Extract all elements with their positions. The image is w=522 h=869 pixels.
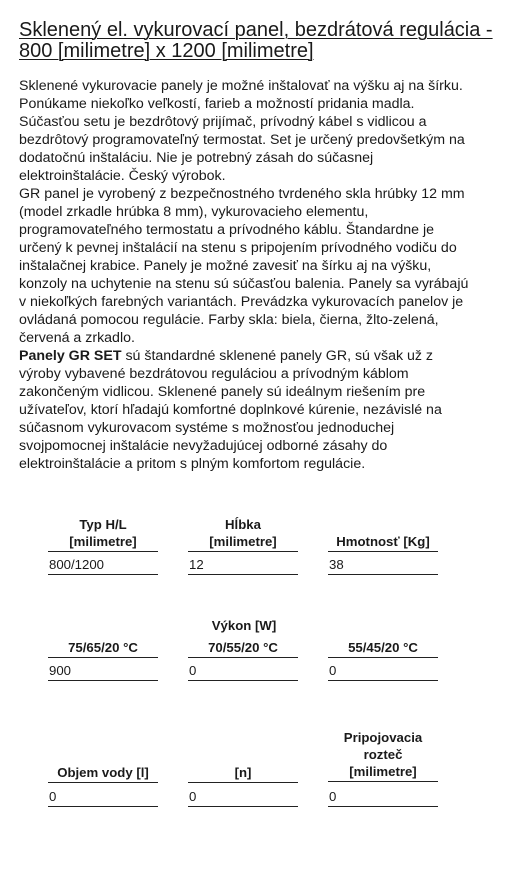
description-line: (model zrkadle hrúbka 8 mm), vykurovacieho elementu,: [19, 204, 369, 220]
description-line: dodatočnú inštaláciu. Nie je potrebný zásah do súčasnej: [19, 150, 374, 166]
spec-value-type: 800/1200: [48, 556, 158, 575]
spec-value-n: 0: [188, 788, 298, 807]
spec-header-power-55: 55/45/20 °C: [328, 639, 438, 658]
power-group-title: Výkon [W]: [211, 618, 277, 633]
header-line: [milimetre]: [209, 534, 277, 549]
description-line: GR panel je vyrobený z bezpečnostného tvrdeného skla hrúbky 12 mm: [19, 186, 465, 202]
description-line: inštalačnej krabice. Panely je možné zavesiť na šírku aj na výšku,: [19, 258, 432, 274]
spec-value-power-75: 900: [48, 662, 158, 681]
description-line: Sklenené vykurovacie panely je možné inštalovať na výšku aj na šírku.: [19, 78, 463, 94]
spec-header-connection-spacing: [328, 729, 438, 782]
description-line: ovládaná pomocou regulácie. Farby skla: biela, čierna, žlto-zelená,: [19, 312, 439, 328]
description-line-bold: [19, 347, 497, 365]
bold-rest: sú štandardné sklenené panely GR, sú však už z: [121, 348, 434, 364]
header-line: [milimetre]: [69, 534, 137, 549]
spec-value-weight: 38: [328, 556, 438, 575]
spec-header-power-75: 75/65/20 °C: [48, 639, 158, 658]
spec-header-type: [48, 516, 158, 552]
description-line: programovateľného termostatu a prívodného káblu. Štandardne je: [19, 222, 435, 238]
spec-header-power-70: 70/55/20 °C: [188, 639, 298, 658]
header-line: Hĺbka: [225, 517, 261, 532]
spec-value-depth: 12: [188, 556, 298, 575]
description-line: bezdrôtový programovateľný termostat. Set je určený predovšetkým na: [19, 132, 465, 148]
description-line: červená a zrkadlo.: [19, 330, 135, 346]
header-line: [milimetre]: [349, 764, 417, 779]
spec-value-water-volume: 0: [48, 788, 158, 807]
header-line: rozteč: [363, 747, 403, 762]
description-line: užívateľov, ktorí hľadajú komfortné doplnkové kúrenie, nezávislé na: [19, 402, 442, 418]
spec-header-n: [n]: [188, 764, 298, 783]
description-line: v niekoľkých farebných variantách. Prevádzka vykurovacích panelov je: [19, 294, 464, 310]
spec-value-power-70: 0: [188, 662, 298, 681]
description-line: výroby vybavené bezdrátovou reguláciou a prívodným káblom: [19, 366, 409, 382]
description-line: určený k pevnej inštalácií na stenu s pripojením prívodného vodiču do: [19, 240, 457, 256]
description-line: konzoly na uchytenie na stenu sú súčasťou balenia. Panely sa vyrábajú: [19, 276, 469, 292]
spec-header-depth: [188, 516, 298, 552]
spec-value-connection-spacing: 0: [328, 788, 438, 807]
product-description: [19, 77, 497, 473]
header-line: Pripojovacia: [343, 730, 423, 745]
description-line: Ponúkame niekoľko veľkostí, farieb a možností pridania madla.: [19, 96, 415, 112]
product-title: Sklenený el. vykurovací panel, bezdrátová regulácia - 800 [milimetre] x 1200 [milimetre]: [19, 19, 493, 62]
description-line: zakončeným vidlicou. Sklenené panely sú ideálnym riešením pre: [19, 384, 426, 400]
spec-header-weight: Hmotnosť [Kg]: [328, 533, 438, 552]
header-line: Typ H/L: [79, 517, 127, 532]
description-line: svojpomocnej inštalácie nevyžadujúcej odborné zásahy do: [19, 438, 388, 454]
spec-header-water-volume: Objem vody [l]: [48, 764, 158, 783]
spec-value-power-55: 0: [328, 662, 438, 681]
description-line: Súčasťou setu je bezdrôtový prijímač, prívodný kábel s vidlicou a: [19, 114, 427, 130]
description-line: elektroinštalácie a pritom s plným komfortom regulácie.: [19, 456, 366, 472]
description-line: elektroinštalácie. Český výrobok.: [19, 168, 226, 184]
bold-lead: Panely GR SET: [19, 348, 122, 364]
description-line: súčasnom vykurovacom systéme s možnosťou jednoduchej: [19, 420, 395, 436]
